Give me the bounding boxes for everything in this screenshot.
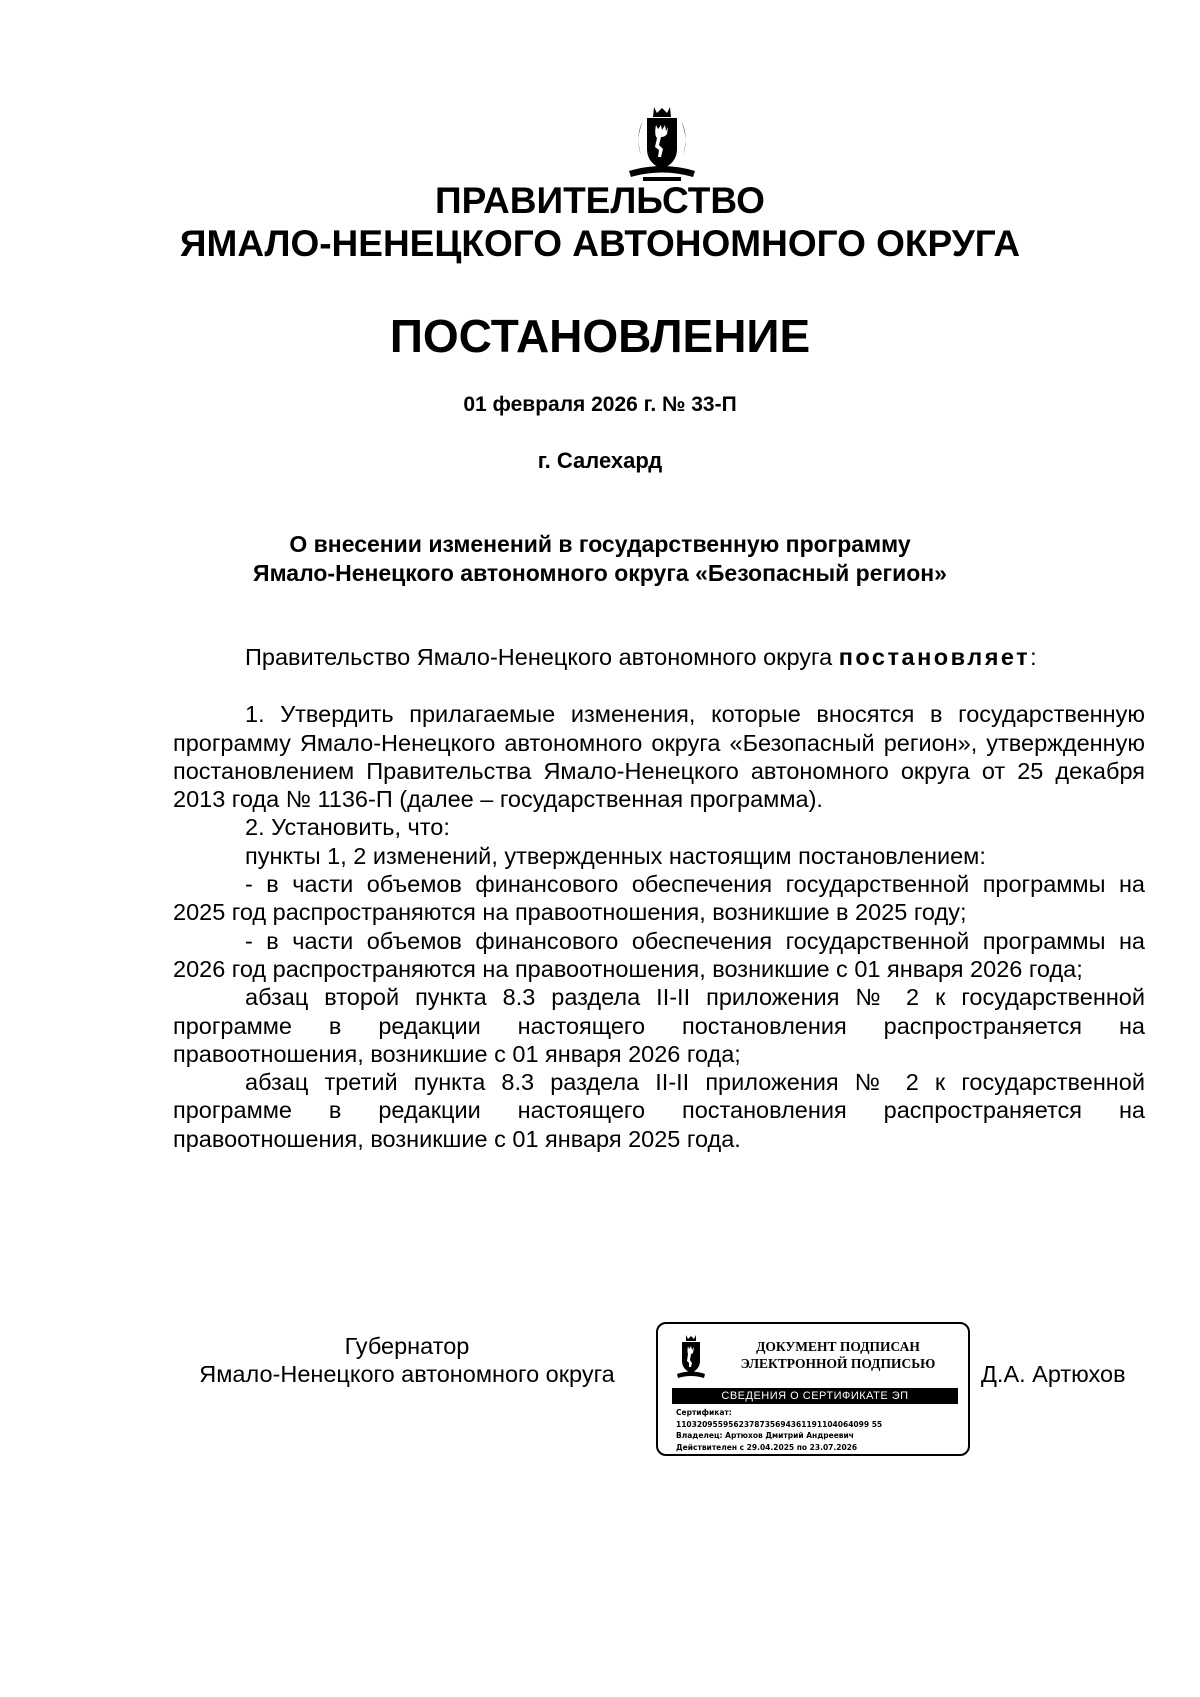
preamble-text: Правительство Ямало-Ненецкого автономного округа bbox=[245, 644, 839, 670]
coat-of-arms-icon bbox=[621, 105, 703, 183]
body-paragraph: 2. Установить, что: bbox=[245, 814, 450, 841]
body-paragraph: абзац третий пункта 8.3 раздела II-II приложения № 2 к государственной программе в редакции настоящего постановления распространяется на правоотношения, возникшие с 01 января 2025 года. bbox=[173, 1069, 1145, 1152]
body-paragraph: абзац второй пункта 8.3 раздела II-II приложения № 2 к государственной программе в редакции настоящего постановления распространяется на правоотношения, возникшие с 01 января 2026 года; bbox=[173, 984, 1145, 1067]
body-paragraph: - в части объемов финансового обеспечения государственной программы на 2026 год распространяются на правоотношения, возникшие с 01 января 2026 года; bbox=[173, 927, 1145, 982]
certificate-number: 1103209559562378735694361191104064099 55 bbox=[676, 1419, 883, 1429]
body-paragraph: 1. Утвердить прилагаемые изменения, которые вносятся в государственную программу Ямало-Ненецкого автономного округа «Безопасный регион», утвержденную постановлением Правительства Ямало-Ненецкого автономного округа от 25 декабря 2013 года № 1136-П (далее – государственная программа). bbox=[173, 701, 1145, 813]
certificate-label: Сертификат: bbox=[676, 1408, 732, 1417]
preamble-end: : bbox=[1030, 644, 1037, 670]
government-title: ПРАВИТЕЛЬСТВО bbox=[435, 180, 765, 221]
certificate-details bbox=[676, 1407, 966, 1453]
signatory-position bbox=[172, 1332, 642, 1388]
stamp-title-line: ЭЛЕКТРОННОЙ ПОДПИСЬЮ bbox=[740, 1356, 936, 1371]
position-region: Ямало-Ненецкого автономного округа bbox=[199, 1361, 615, 1387]
subject-line: О внесении изменений в государственную программу bbox=[289, 531, 911, 557]
stamp-title bbox=[718, 1338, 958, 1372]
document-subject bbox=[0, 530, 1200, 588]
document-body bbox=[173, 643, 1145, 1153]
certificate-info-bar: СВЕДЕНИЯ О СЕРТИФИКАТЕ ЭП bbox=[672, 1388, 958, 1404]
signature-block bbox=[0, 1322, 1200, 1462]
government-region-title: ЯМАЛО-НЕНЕЦКОГО АВТОНОМНОГО ОКРУГА bbox=[179, 223, 1021, 264]
stamp-title-line: ДОКУМЕНТ ПОДПИСАН bbox=[756, 1339, 920, 1354]
preamble-keyword: постановляет bbox=[838, 644, 1031, 670]
position-title: Губернатор bbox=[344, 1333, 470, 1359]
body-paragraph: пункты 1, 2 изменений, утвержденных настоящим постановлением: bbox=[245, 842, 986, 869]
subject-line: Ямало-Ненецкого автономного округа «Безопасный регион» bbox=[253, 560, 947, 586]
signatory-name: Д.А. Артюхов bbox=[981, 1361, 1126, 1387]
certificate-validity: Действителен с 29.04.2025 по 23.07.2026 bbox=[676, 1442, 858, 1452]
document-type: ПОСТАНОВЛЕНИЕ bbox=[389, 310, 811, 362]
preamble bbox=[173, 643, 1145, 671]
document-date-number: 01 февраля 2026 г. № 33-П bbox=[463, 393, 737, 416]
document-city: г. Салехард bbox=[537, 448, 663, 473]
certificate-owner: Владелец: Артюхов Дмитрий Андреевич bbox=[676, 1431, 854, 1440]
coat-of-arms-icon bbox=[675, 1334, 707, 1380]
electronic-signature-stamp bbox=[656, 1322, 970, 1456]
body-paragraph: - в части объемов финансового обеспечения государственной программы на 2025 год распространяются на правоотношения, возникшие в 2025 году; bbox=[173, 871, 1145, 926]
